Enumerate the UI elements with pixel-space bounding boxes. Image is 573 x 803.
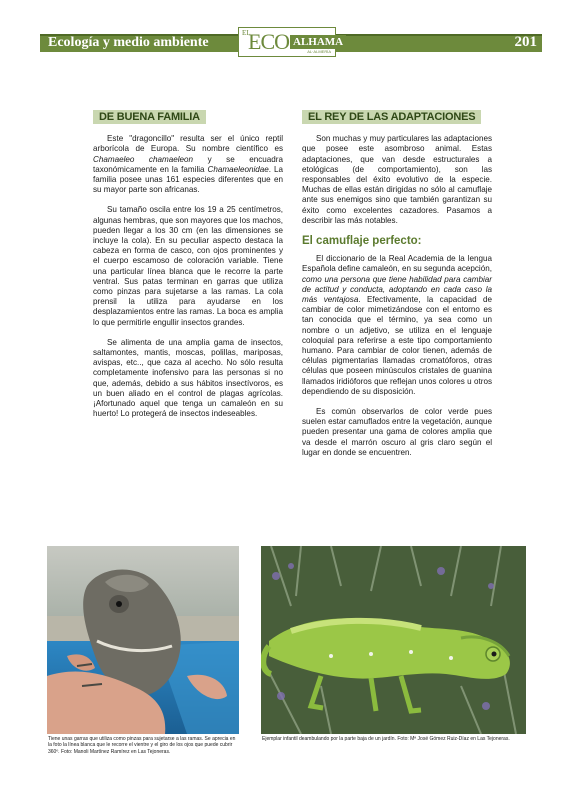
logo-alhama: ALHAMA xyxy=(290,35,346,49)
photo-green-chameleon-garden xyxy=(261,546,526,734)
magazine-logo xyxy=(238,27,344,57)
logo-el: EL xyxy=(242,29,251,37)
logo-almeria: AL·ALMERÍA xyxy=(307,49,331,54)
right-column xyxy=(302,110,492,468)
right-paragraph-2: El diccionario de la Real Academia de la lengua Española define camaleón, en su segunda acepción, como una persona que tiene habilidad para cambiar de actitud y conducta, adoptando en cada caso la más ventajosa. Efectivamente, la capacidad de cambiar de color mimetizándose con el entorno es tan conocida que el término, ya sea como un nombre o un adjetivo, se utiliza en el lenguaje coloquial para referirse a este tipo comportamiento humano. Para cambiar de color tienen, además de células pigmentarias llamadas cromatóforos, otras células que poseen minúsculos cristales de guanina llamados iridióforos que reflejan unos colores u otros dependiendo de su disposición. xyxy=(302,254,493,396)
photo-chameleon-in-hand xyxy=(47,546,239,734)
logo-eco: ECO xyxy=(248,29,289,54)
photo-caption-2: Ejemplar infantil deambulando por la parte baja de un jardín. Foto: Mª José Gómez Ruiz-Díaz en Las Tejoneras. xyxy=(262,736,510,742)
right-paragraph-3: Es común observarlos de color verde pues suelen estar camuflados entre la vegetación, aunque pueden presentar una gama de colores amplia que va desde el marrón oscuro al gris claro según el lugar en donde se encuentren. xyxy=(302,407,492,457)
left-paragraph-3: Se alimenta de una amplia gama de insectos, saltamontes, mantis, moscas, polillas, mariposas, avispas, etc.., que caza al acecho. No sólo resulta completamente inofensivo para las personas si no que, además, debido a sus hábitos insectívoros, es un buen aliado en el control de plagas agrícolas. ¡Afortunado aquel que tenga un camaleón en su huerto! Lo protegerá de insectos indeseables. xyxy=(93,337,283,419)
left-column xyxy=(93,110,283,429)
heading-de-buena-familia: DE BUENA FAMILIA xyxy=(93,110,206,124)
page-number: 201 xyxy=(514,34,537,50)
section-title: Ecología y medio ambiente xyxy=(48,35,209,50)
green-chameleon-illustration xyxy=(261,546,526,734)
heading-el-rey-de-las-adaptaciones: EL REY DE LAS ADAPTACIONES xyxy=(302,110,481,124)
photo-caption-1: Tiene unas garras que utiliza como pinzas para sujetarse a las ramas. Se aprecia en la foto la línea blanca que le recorre el vientre y el giro de los ojos que puede cubrir 360º. Foto: Manoli Martínez Ramírez en Las Tejoneras. xyxy=(48,736,236,755)
left-paragraph-2: Su tamaño oscila entre los 19 a 25 centímetros, algunas hembras, que son mayores que los machos, pueden llegar a los 30 cm (en las dimensiones se incluye la cola). En su peculiar aspecto destaca la cabeza en forma de casco, con ojos prominentes y el cuerpo escamoso de coloración variable. Tiene una particular línea blanca que le recorre la parte ventral. Sus patas terminan en garras que utiliza como pinzas para sujetarse a las ramas. La cola prensil la utiliza para ayudarse en los desplazamientos entre las ramas. La boca es amplia lo que permitirle engullir insectos grandes. xyxy=(93,205,283,327)
subheading-camuflaje: El camuflaje perfecto: xyxy=(302,235,422,248)
chameleon-hand-illustration xyxy=(47,546,239,734)
left-paragraph-1: Este "dragoncillo" resulta ser el único reptil arborícola de Europa. Su nombre científico es Chamaeleo chamaeleon y se encuadra taxonómicamente en la familia Chamaeleonidae. La familia posee unas 161 especies diferentes que en su mayor parte son africanas. xyxy=(93,134,283,195)
right-paragraph-1: Son muchas y muy particulares las adaptaciones que posee este asombroso animal. Estas adaptaciones, que van desde estructurales a etológicas (de comportamiento), son las responsables del éxito evolutivo de la especie. Muchas de ellas están dirigidas no sólo al camuflaje ante sus enemigos sino que también garantizan su éxito como excelentes cazadores. Pasamos a describir las más notables. xyxy=(302,134,492,225)
